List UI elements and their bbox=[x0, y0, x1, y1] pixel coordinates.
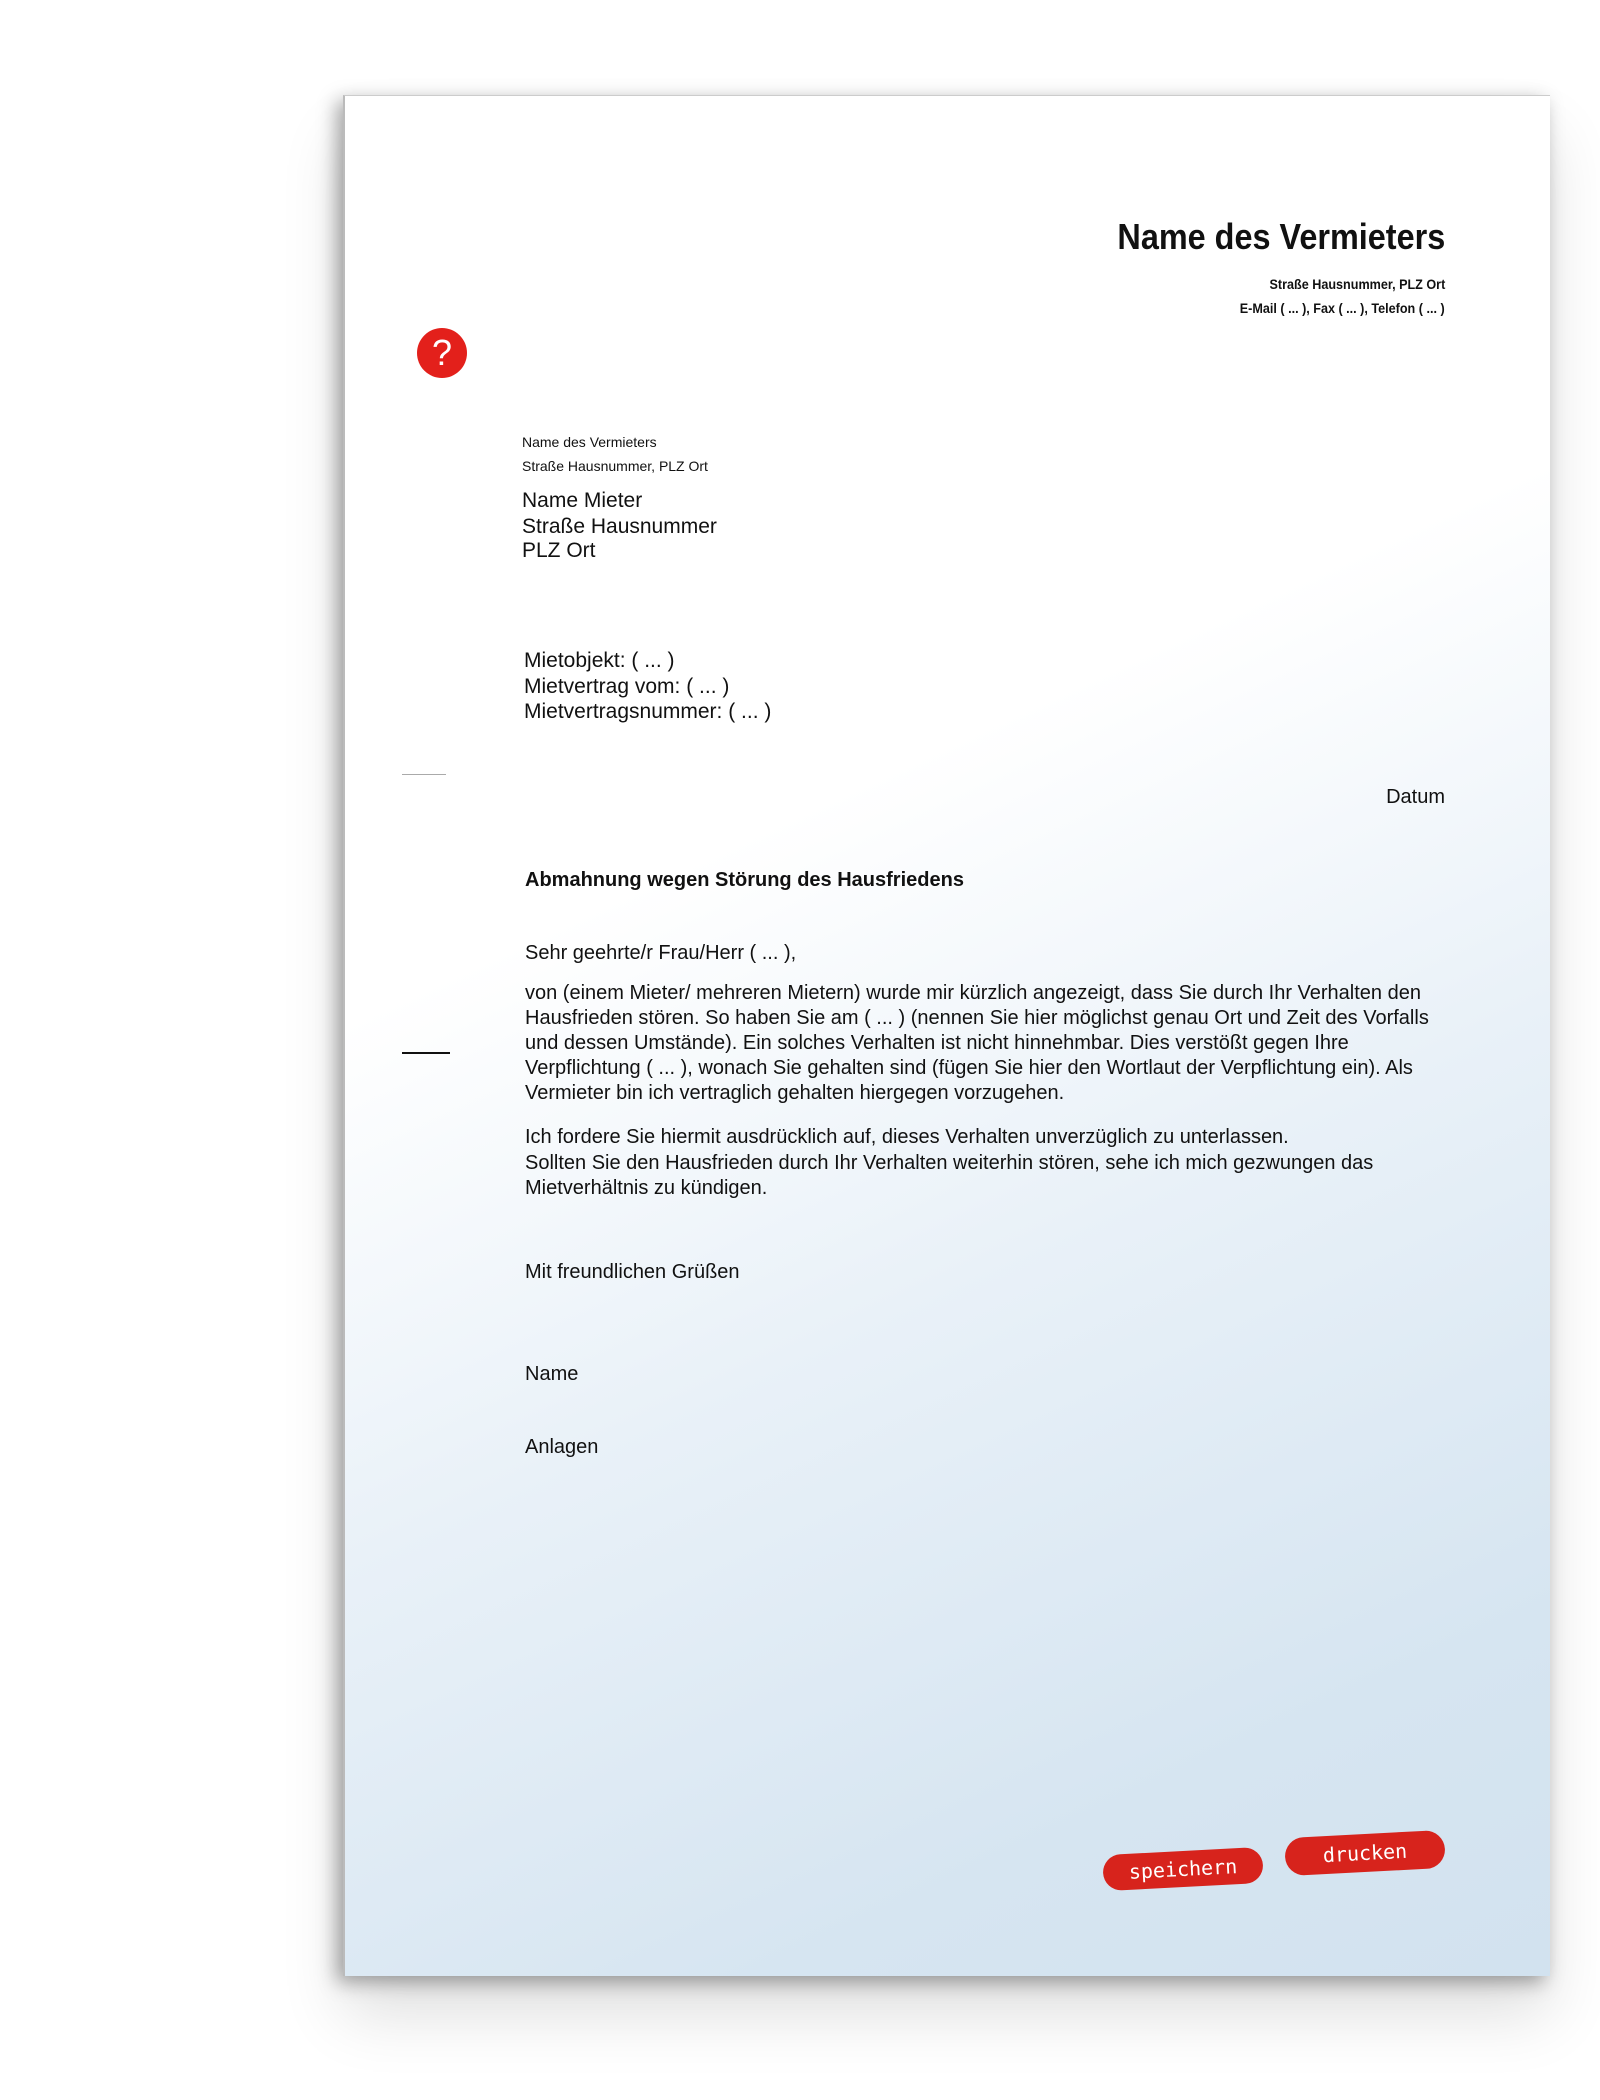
sender-name: Name des Vermieters bbox=[522, 434, 657, 450]
punch-mark bbox=[402, 1052, 450, 1054]
ref-object: Mietobjekt: ( ... ) bbox=[524, 649, 675, 672]
date: Datum bbox=[1386, 786, 1445, 808]
question-mark-icon[interactable]: ? bbox=[417, 328, 467, 378]
closing: Mit freundlichen Grüßen bbox=[525, 1261, 740, 1283]
fold-mark bbox=[402, 774, 446, 775]
attachments: Anlagen bbox=[525, 1436, 599, 1458]
recipient-name: Name Mieter bbox=[522, 489, 643, 512]
recipient-city: PLZ Ort bbox=[522, 539, 596, 562]
letterhead-name: Name des Vermieters bbox=[1117, 216, 1445, 257]
ref-contract-number: Mietvertragsnummer: ( ... ) bbox=[524, 700, 772, 723]
signature-name: Name bbox=[525, 1363, 579, 1385]
save-button[interactable]: speichern bbox=[1102, 1847, 1264, 1891]
letterhead-address: Straße Hausnummer, PLZ Ort bbox=[1269, 276, 1445, 292]
document-page bbox=[343, 95, 1550, 1976]
letterhead-contact: E-Mail ( ... ), Fax ( ... ), Telefon ( ... ) bbox=[1240, 300, 1445, 316]
recipient-street: Straße Hausnummer bbox=[522, 515, 717, 538]
salutation: Sehr geehrte/r Frau/Herr ( ... ), bbox=[525, 942, 797, 964]
sender-address: Straße Hausnummer, PLZ Ort bbox=[522, 458, 708, 474]
paragraph-2-line-2: Sollten Sie den Hausfrieden durch Ihr Verhalten weiterhin stören, sehe ich mich gezwungen das Mietverhältnis zu kündigen. bbox=[525, 1152, 1374, 1199]
subject: Abmahnung wegen Störung des Hausfriedens bbox=[525, 869, 964, 891]
paragraph-1: von (einem Mieter/ mehreren Mietern) wurde mir kürzlich angezeigt, dass Sie durch Ihr Verhalten den Hausfrieden stören. So haben Sie am ( ... ) (nennen Sie hier möglichst genau Ort und Zeit des Vorfalls und dessen Umstände). Ein solches Verhalten ist nicht hinnehmbar. Dies verstößt gegen Ihre Verpflichtung ( ... ), wonach Sie gehalten sind (fügen Sie hier den Wortlaut der Verpflichtung ein). Als Vermieter bin ich vertraglich gehalten hiergegen vorzugehen. bbox=[525, 982, 1429, 1104]
paragraph-2-line-1: Ich fordere Sie hiermit ausdrücklich auf, dieses Verhalten unverzüglich zu unterlassen. bbox=[525, 1126, 1289, 1148]
print-button[interactable]: drucken bbox=[1284, 1830, 1446, 1876]
ref-contract-date: Mietvertrag vom: ( ... ) bbox=[524, 675, 730, 698]
